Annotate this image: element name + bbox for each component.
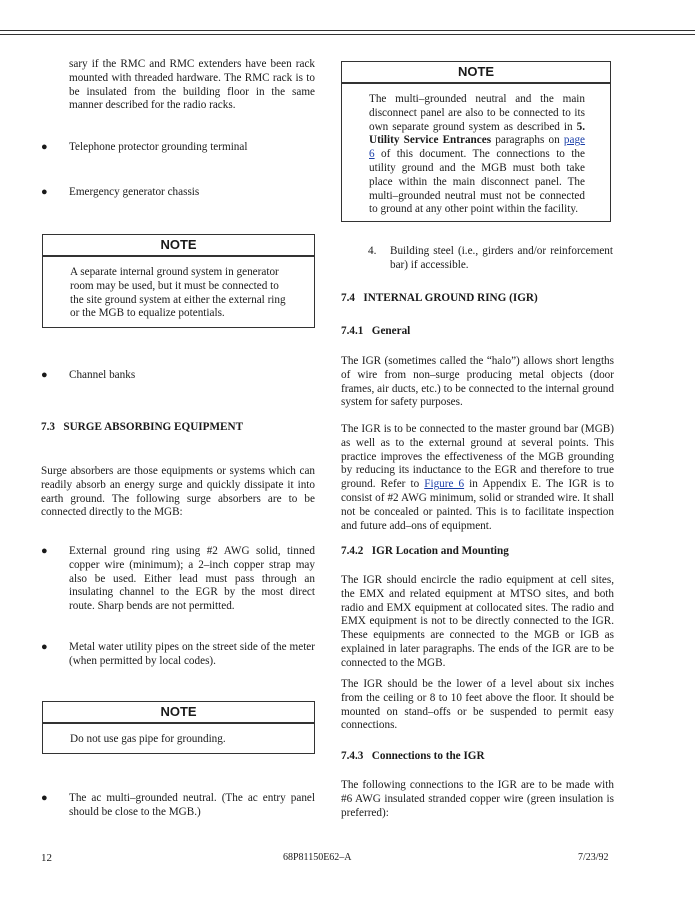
note-text-part: paragraphs on [491, 134, 564, 147]
page-number: 12 [41, 852, 52, 864]
note-box [42, 723, 315, 754]
document-date: 7/23/92 [578, 852, 609, 863]
note-title: NOTE [42, 234, 315, 256]
note-text-part: of this document. The connections to the utility ground and the MGB must both take place within the main disconnect panel. The multi–grounded neutral must not be connected to ground at any other point within the facility. [369, 148, 585, 216]
note-text: A separate internal ground system in generator room may be used, but it must be connected to the site ground system at either the external ring or the MGB to equalize potentials. [70, 266, 286, 320]
bullet-icon: ● [41, 186, 48, 198]
bullet-icon: ● [41, 369, 48, 381]
section-title: INTERNAL GROUND RING (IGR) [363, 292, 538, 304]
note-box [341, 83, 611, 222]
figure-6-link[interactable]: Figure 6 [424, 478, 465, 491]
section-title: Connections to the IGR [371, 750, 485, 762]
section-title: SURGE ABSORBING EQUIPMENT [63, 421, 244, 433]
paragraph-text-part: in Appendix E. The IGR is to consist of #2 AWG minimum, solid or stranded wire. It shall not be concealed or painted. This is to facilitate inspection and future add–ons of equipment. [341, 478, 614, 532]
note-box [42, 256, 315, 328]
bullet-text: Emergency generator chassis [69, 186, 200, 198]
note-title: NOTE [341, 61, 611, 83]
paragraph-rmc-continuation: sary if the RMC and RMC extenders have been rack mounted with threaded hardware. The RMC rack is to be insulated from the building floor in the same manner described for the radio racks. [69, 58, 315, 112]
note-text [369, 93, 585, 217]
section-heading-7-4 [341, 292, 538, 304]
section-heading-7-4-2 [341, 545, 509, 557]
section-number: 7.4.2 [341, 545, 364, 557]
section-title: General [371, 325, 411, 337]
section-title: IGR Location and Mounting [371, 545, 509, 557]
bullet-text: External ground ring using #2 AWG solid, tinned copper wire (minimum); a 2–inch copper strap may also be used. Either lead must pass through an insulating channel to the EGR by the most direct route. Sharp bends are not permitted. [69, 545, 315, 613]
header-rule-bottom [0, 34, 695, 35]
bullet-icon: ● [41, 141, 48, 153]
bullet-text: Metal water utility pipes on the street side of the meter (when permitted by local codes). [69, 641, 315, 667]
section-heading-7-3 [41, 421, 243, 433]
note-title: NOTE [42, 701, 315, 723]
bullet-text: Telephone protector grounding terminal [69, 141, 248, 153]
item-text: Building steel (i.e., girders and/or reinforcement bar) if accessible. [390, 245, 613, 271]
note-text: Do not use gas pipe for grounding. [70, 733, 226, 745]
paragraph-igr [341, 423, 614, 533]
section-number: 7.4 [341, 292, 355, 304]
note-section-reference: 5. Utility Service Entrances [369, 120, 585, 147]
bullet-text: The ac multi–grounded neutral. (The ac entry panel should be close to the MGB.) [69, 792, 315, 818]
bullet-icon: ● [41, 545, 48, 557]
note-text-part: The multi–grounded neutral and the main disconnect panel are also to be connected to its own separate ground system as described in [369, 93, 585, 133]
section-number: 7.3 [41, 421, 55, 433]
bullet-icon: ● [41, 641, 48, 653]
page-6-link[interactable]: page 6 [369, 134, 586, 161]
bullet-text: Channel banks [69, 369, 136, 381]
paragraph-location: The IGR should encircle the radio equipment at cell sites, the EMX and related equipment at MTSO sites, and both radio and EMX equipment at collocated sites. The radio and EMX equipment is not to be directly connected to the IGR. These equipments are connected to the MGB or IGB as explained in later paragraphs. The ends of the IGR are to be connected to the MGB. [341, 574, 614, 669]
document-id: 68P81150E62–A [283, 852, 352, 863]
section-number: 7.4.3 [341, 750, 364, 762]
section-number: 7.4.1 [341, 325, 364, 337]
paragraph-surge: Surge absorbers are those equipments or systems which can readily absorb an energy surge and quickly dissipate it into earth ground. The following surge absorbers are to be connected directly to the MGB: [41, 465, 315, 519]
bullet-icon: ● [41, 792, 48, 804]
paragraph-connections: The following connections to the IGR are to be made with #6 AWG insulated stranded copper wire (green insulation is preferred): [341, 779, 614, 819]
paragraph-general: The IGR (sometimes called the “halo”) allows short lengths of wire from non–surge producing metal objects (door frames, air ducts, etc.) to be connected to the internal ground system for safety purposes. [341, 355, 614, 409]
item-number: 4. [368, 245, 377, 257]
header-rule-top [0, 30, 695, 31]
paragraph-text-part: The IGR is to be connected to the master ground bar (MGB) as well as to the external ground at several points. This practice improves the effectiveness of the MGB grounding by reducing its inductance to the EGR and therefore to true ground. Refer to [341, 423, 614, 491]
section-heading-7-4-3 [341, 750, 485, 762]
paragraph-mounting: The IGR should be the lower of a level about six inches from the ceiling or 8 to 10 feet above the floor. It should be mounted on stand–offs or be suspended to permit easy connections. [341, 678, 614, 732]
section-heading-7-4-1 [341, 325, 410, 337]
